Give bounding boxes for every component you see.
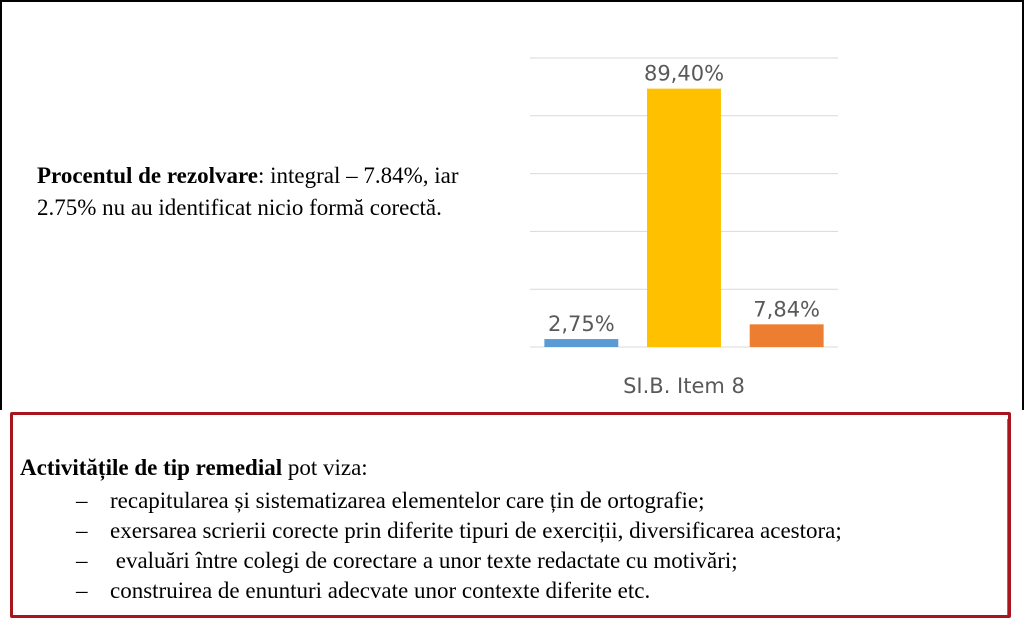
list-item: [20, 486, 842, 516]
list-item: [20, 516, 842, 546]
list-dash: –: [76, 518, 88, 543]
remedial-list: [20, 486, 842, 606]
list-item-text: exersarea scrierii corecte prin diferite tipuri de exerciții, diversificarea acestora;: [110, 518, 842, 543]
bar: [647, 89, 721, 347]
table-border-left: [0, 0, 2, 410]
list-dash: –: [76, 578, 88, 603]
list-item: [20, 576, 842, 606]
data-label: 89,40%: [643, 61, 725, 86]
list-dash: –: [76, 548, 88, 573]
bar: [750, 324, 824, 347]
remedial-title: [20, 453, 368, 483]
x-category-label: SI.B. Item 8: [623, 374, 745, 398]
results-bar-chart: [500, 30, 860, 410]
list-item-text: construirea de enunturi adecvate unor contexte diferite etc.: [110, 578, 651, 603]
table-border-top: [0, 0, 1024, 2]
result-text: : integral – 7.84%, iar 2.75% nu au identificat nicio formă corectă.: [37, 163, 459, 220]
result-paragraph: [37, 160, 517, 224]
remedial-lead-rest: pot viza:: [282, 455, 368, 480]
list-item-text: recapitularea și sistematizarea elementelor care țin de ortografie;: [110, 488, 705, 513]
list-item: [20, 546, 842, 576]
bar: [544, 339, 618, 347]
remedial-box: [10, 412, 1011, 618]
list-dash: –: [76, 488, 88, 513]
data-label: 7,84%: [753, 297, 821, 322]
list-item-text: evaluări între colegi de corectare a unor texte redactate cu motivări;: [110, 548, 738, 573]
remedial-lead: Activitățile de tip remedial: [20, 455, 283, 480]
data-label: 2,75%: [547, 312, 615, 337]
result-lead: Procentul de rezolvare: [37, 163, 258, 188]
